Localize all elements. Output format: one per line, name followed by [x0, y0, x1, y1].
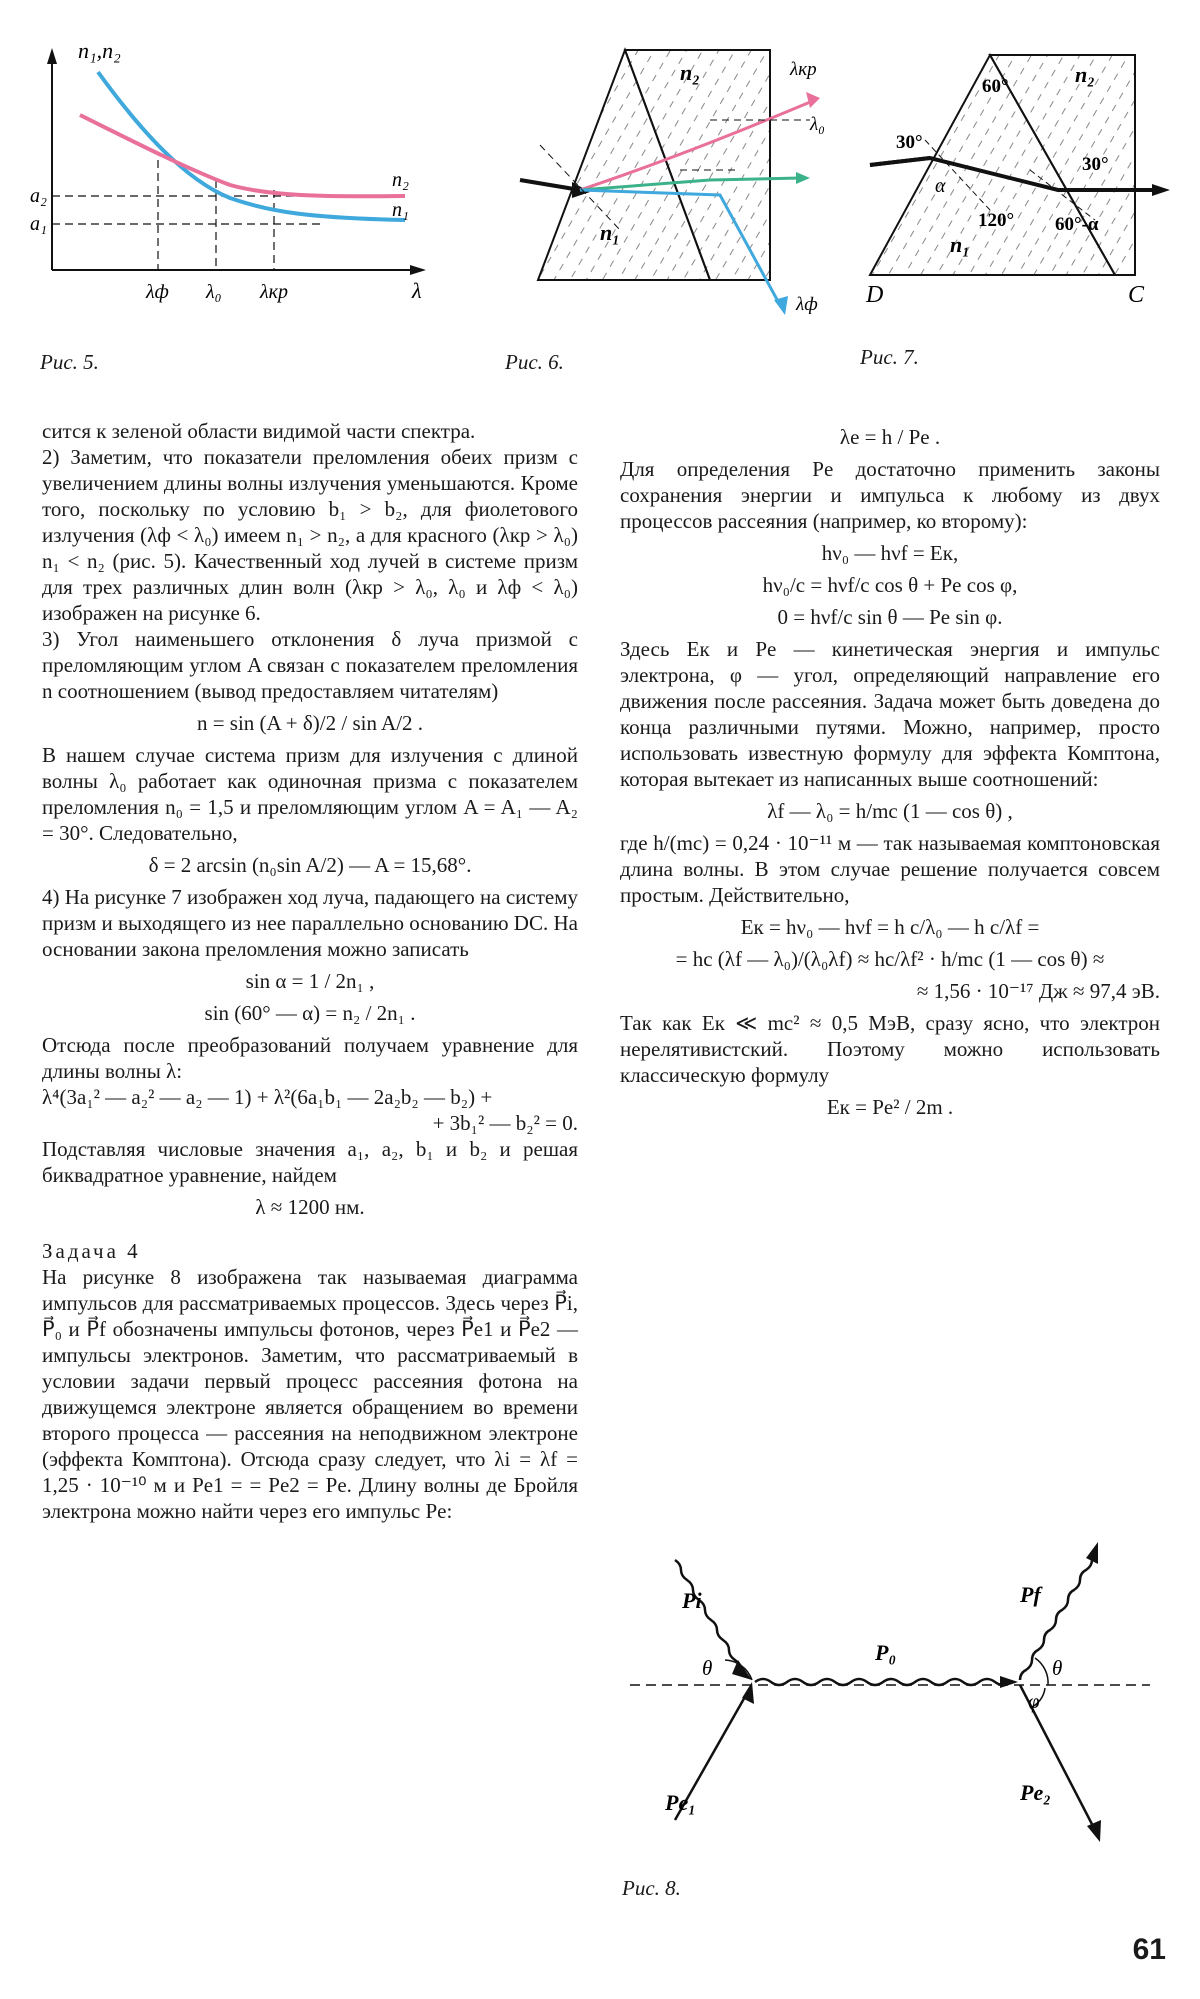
- right-p5: Здесь Eк и Pe — кинетическая энергия и импульс электрона, φ — угол, определяющий направление его движения после рассеяния. Задача может быть доведена до конца различными путями. Можно, например, просто использовать известную формулу для эффекта Комптона, которая вытекает из написанных выше соотношений:: [620, 637, 1160, 791]
- figure-5: [20, 30, 440, 320]
- right-eq-ek3: ≈ 1,56 · 10⁻¹⁷ Дж ≈ 97,4 эВ.: [916, 979, 1160, 1003]
- left-eq-delta: δ = 2 arcsin (n₀sin A/2) — A = 15,68°.: [148, 853, 472, 877]
- right-eq-momy: 0 = hνf/c sin θ — Pe sin φ.: [777, 605, 1003, 629]
- right-p1: Для определения Pe достаточно применить законы сохранения энергии и импульса к любому из двух процессов рассеяния (например, ко второму):: [620, 457, 1160, 533]
- right-eq-ek2: = hc (λf — λ₀)/(λ₀λf) ≈ hc/λf² · h/mc (1 — cos θ) ≈: [675, 947, 1105, 971]
- fig7-n2: n₂: [1075, 62, 1095, 87]
- figure-7: [860, 30, 1180, 320]
- fig8-label-pi: Pi: [682, 1588, 702, 1613]
- fig5-tick-lkr: λкр: [260, 281, 289, 303]
- left-eq-sin2: sin (60° — α) = n₂ / 2n₁ .: [204, 1001, 416, 1025]
- left-p2: 3) Угол наименьшего отклонения δ луча призмой с преломляющим углом A связан с показателем преломления n соотношением (вывод предоставляем читателям): [42, 627, 578, 703]
- fig5-x-arrow: [410, 265, 426, 275]
- fig8-phi: φ: [1028, 1689, 1040, 1713]
- fig5-xlabel: λ: [412, 278, 422, 303]
- left-p0: сится к зеленой области видимой части спектра.: [42, 419, 476, 443]
- fig7-a30a: 30°: [896, 132, 923, 153]
- fig5-ylabel: n₁,n₂: [78, 38, 121, 63]
- fig8-theta2: θ: [1052, 1656, 1063, 1680]
- right-eq-compton: λf — λ₀ = h/mc (1 — cos θ) ,: [767, 799, 1013, 823]
- left-p15: На рисунке 8 изображена так называемая диаграмма импульсов для рассматриваемых процессов. Здесь через P⃗i, P⃗₀ и P⃗f обозначены импульсы фотонов, через P⃗e1 и P⃗e2 — импульсы электронов. Заметим, что рассматриваемый в условии задачи первый процесс рассеяния фотона на движущемся электроне является обращением во времени второго процесса — рассеяния на неподвижном электроне (эффекта Комптона). Отсюда сразу следует, что λi = λf = 1,25 · 10⁻¹⁰ м и Pe1 = = Pe2 = Pe. Длину волны де Бройля электрона можно найти через его импульс Pe:: [42, 1265, 578, 1523]
- left-column: [42, 418, 578, 1524]
- fig6-label-0: λ₀: [810, 114, 825, 135]
- right-p7: где h/(mc) = 0,24 · 10⁻¹¹ м — так называемая комптоновская длина волны. В этом случае решение получается совсем простым. Действительно,: [620, 831, 1160, 907]
- page-number: 61: [1132, 1933, 1166, 1966]
- left-eq-sin1: sin α = 1 / 2n₁ ,: [245, 969, 375, 993]
- fig5-caption: Рис. 5.: [40, 350, 99, 374]
- figure-6: [480, 30, 840, 330]
- fig7-a60: 60°: [982, 76, 1009, 97]
- fig7-C: C: [1128, 282, 1145, 308]
- fig6-label-n1: n₁: [600, 220, 620, 245]
- fig8-label-pf: Pf: [1020, 1582, 1041, 1607]
- fig7-a60a: 60°-α: [1055, 214, 1099, 235]
- right-column: [620, 418, 1160, 1126]
- fig6-label-kr: λкр: [790, 59, 817, 80]
- fig7-D: D: [866, 282, 884, 308]
- fig5-tick-lf: λф: [146, 281, 169, 303]
- right-eq-lambda-e: λe = h / Pe .: [839, 425, 941, 449]
- fig6-caption: Рис. 6.: [505, 350, 564, 374]
- fig8-photon-p0: [755, 1679, 1011, 1685]
- right-eq-ek1: Eк = hν₀ — hνf = h c/λ₀ — h c/λf =: [740, 915, 1040, 939]
- fig5-label-n1: n₁: [392, 199, 409, 221]
- fig7-a30b: 30°: [1082, 154, 1109, 175]
- fig5-label-n2: n₂: [392, 169, 409, 191]
- left-p1: 2) Заметим, что показатели преломления обеих призм с увеличением длины волны излучения уменьшаются. Кроме того, поскольку по условию b₁ > b₂, для фиолетового излучения (λф < λ₀) имеем n₁ > n₂, а для красного (λкр > λ₀) n₁ < n₂ (рис. 5). Качественный ход лучей в системе призм для трех различных длин волн (λкр > λ₀, λ₀ и λф < λ₀) изображен на рисунке 6.: [42, 445, 578, 625]
- left-eq-lambda2: + 3b₁² — b₂² = 0.: [432, 1111, 578, 1135]
- fig6-label-f: λф: [796, 294, 818, 315]
- fig7-a120: 120°: [978, 210, 1015, 231]
- fig6-label-n2: n₂: [680, 60, 700, 85]
- right-eq-momx: hν₀/c = hνf/c cos θ + Pe cos φ,: [762, 573, 1018, 597]
- fig8-label-pe2: Pe₂: [1020, 1780, 1051, 1805]
- left-eq-result: λ ≈ 1200 нм.: [255, 1195, 365, 1219]
- fig5-curve-n2: [80, 115, 405, 196]
- right-eq-classic: Eк = Pe² / 2m .: [826, 1095, 954, 1119]
- fig8-theta1: θ: [702, 1656, 713, 1680]
- fig8-caption: Рис. 8.: [622, 1876, 681, 1900]
- fig8-photon-pi: [675, 1560, 741, 1670]
- left-eq-lambda1: λ⁴(3a₁² — a₂² — a₂ — 1) + λ²(6a₁b₁ — 2a₂b₂ — b₂) +: [42, 1085, 493, 1109]
- fig5-tick-a1: a₁: [30, 213, 47, 235]
- right-p11: Так как Eк ≪ mc² ≈ 0,5 МэВ, сразу ясно, что электрон нерелятивистский. Поэтому можно использовать классическую формулу: [620, 1011, 1160, 1087]
- fig7-alpha: α: [935, 175, 946, 197]
- fig7-caption: Рис. 7.: [860, 345, 919, 369]
- fig8-label-p0: P₀: [875, 1640, 897, 1665]
- fig5-tick-a2: a₂: [30, 185, 47, 207]
- right-eq-energy: hν₀ — hνf = Eк,: [821, 541, 959, 565]
- fig5-tick-l0: λ₀: [206, 281, 222, 303]
- fig7-n1: n₁: [950, 232, 970, 257]
- left-eq-n: n = sin (A + δ)/2 / sin A/2 .: [196, 711, 424, 735]
- left-p6: 4) На рисунке 7 изображен ход луча, падающего на систему призм и выходящего из нее параллельно основанию DC. На основании закона преломления можно записать: [42, 885, 578, 961]
- left-p4: В нашем случае система призм для излучения с длиной волны λ₀ работает как одиночная призма с показателем преломления n₀ = 1,5 и преломляющим углом A = A₁ — A₂ = 30°. Следовательно,: [42, 743, 578, 845]
- fig8-label-pe1: Pe₁: [665, 1790, 696, 1815]
- left-heading-task4: Задача 4: [42, 1239, 141, 1263]
- left-p12: Подставляя числовые значения a₁, a₂, b₁ и b₂ и решая биквадратное уравнение, найдем: [42, 1137, 578, 1187]
- left-p9: Отсюда после преобразований получаем уравнение для длины волны λ:: [42, 1033, 578, 1083]
- figure-8: [620, 1530, 1160, 1890]
- fig5-y-arrow: [47, 48, 57, 64]
